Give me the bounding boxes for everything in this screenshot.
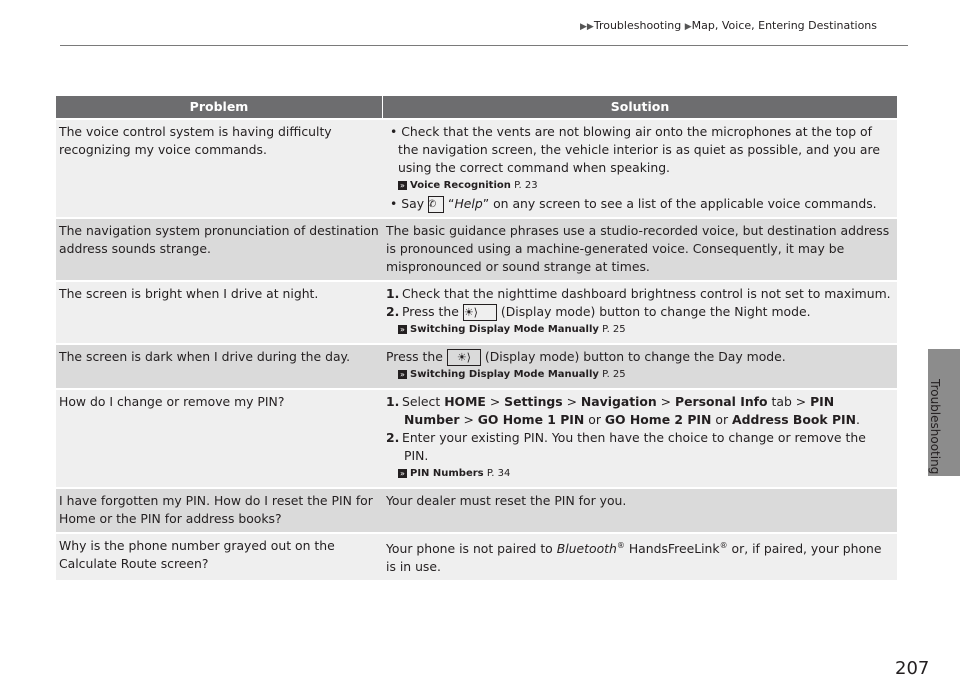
table-row bbox=[56, 118, 897, 217]
menu-home: HOME bbox=[444, 394, 486, 409]
problem-cell: The screen is dark when I drive during the day. bbox=[59, 349, 351, 364]
solution-text: (Display mode) button to change the Day mode. bbox=[484, 349, 786, 364]
solution-step: 1. Check that the nighttime dashboard brightness control is not set to maximum. bbox=[386, 286, 891, 301]
solution-cell bbox=[383, 120, 897, 217]
troubleshooting-table bbox=[56, 96, 897, 580]
reference-page: P. 25 bbox=[602, 324, 626, 335]
menu-settings: Settings bbox=[504, 394, 563, 409]
reference-arrow-icon: » bbox=[398, 325, 407, 334]
solution-step: 1. Select HOME > Settings > Navigation > Personal Info tab > PIN Number > GO Home 1 PIN or GO Home 2 PIN or Address Book PIN. bbox=[386, 394, 860, 427]
header-solution: Solution bbox=[610, 99, 670, 114]
solution-text: Your phone is not paired to bbox=[386, 541, 553, 557]
reference-link[interactable] bbox=[398, 465, 893, 483]
solution-text: Enter your existing PIN. You then have the choice to change or remove the PIN. bbox=[402, 430, 866, 463]
solution-step: 2. Enter your existing PIN. You then have the choice to change or remove the PIN. bbox=[386, 430, 866, 463]
solution-text: Press the bbox=[402, 304, 459, 319]
solution-text: Say bbox=[401, 196, 425, 211]
reference-title: Voice Recognition bbox=[410, 180, 511, 191]
solution-bullet: • Say ✆ “Help” on any screen to see a list of the applicable voice commands. bbox=[390, 196, 877, 211]
reference-page: P. 23 bbox=[514, 180, 538, 191]
solution-line bbox=[386, 348, 893, 366]
reference-link[interactable] bbox=[398, 321, 893, 339]
voice-command: Help bbox=[454, 196, 483, 211]
solution-cell: The basic guidance phrases use a studio-recorded voice, but destination address is pronounced using a machine-generated voice. Consequently, it may be mispronounced or sound strange at times. bbox=[386, 223, 890, 274]
talk-icon: ✆ bbox=[428, 196, 444, 213]
reference-arrow-icon: » bbox=[398, 370, 407, 379]
reference-title: Switching Display Mode Manually bbox=[410, 324, 599, 335]
table-row bbox=[56, 217, 897, 280]
problem-cell: The navigation system pronunciation of destination address sounds strange. bbox=[59, 223, 379, 256]
menu-pin-number: PIN Number bbox=[404, 394, 835, 427]
menu-personal-info: Personal Info bbox=[674, 394, 768, 409]
bluetooth-term: Bluetooth bbox=[556, 541, 617, 557]
table-row bbox=[56, 343, 897, 388]
reference-title: Switching Display Mode Manually bbox=[410, 369, 599, 380]
solution-text: HandsFreeLink bbox=[628, 541, 720, 557]
table-row bbox=[56, 487, 897, 532]
reference-page: P. 34 bbox=[486, 468, 511, 479]
solution-text: Check that the vents are not blowing air onto the microphones at the top of the navigation screen, the vehicle interior is as quiet as possible, and you are using the correct command when speaking. bbox=[398, 124, 880, 175]
breadcrumb-section: Troubleshooting bbox=[593, 19, 682, 32]
problem-cell: The voice control system is having difficulty recognizing my voice commands. bbox=[59, 124, 332, 157]
menu-go-home-1-pin: GO Home 1 PIN bbox=[477, 412, 585, 427]
menu-go-home-2-pin: GO Home 2 PIN bbox=[604, 412, 712, 427]
solution-text: Check that the nighttime dashboard brightness control is not set to maximum. bbox=[402, 286, 891, 301]
menu-address-book-pin: Address Book PIN bbox=[732, 412, 857, 427]
side-label-text: Troubleshooting bbox=[928, 379, 942, 475]
reference-link[interactable] bbox=[398, 177, 893, 195]
reference-arrow-icon: » bbox=[398, 181, 407, 190]
solution-text: on any screen to see a list of the applicable voice commands. bbox=[493, 196, 877, 211]
menu-navigation: Navigation bbox=[580, 394, 657, 409]
table-header bbox=[56, 96, 897, 118]
display-mode-icon: ☀⟩ bbox=[447, 349, 481, 366]
breadcrumb-page-title: Map, Voice, Entering Destinations bbox=[691, 19, 878, 32]
display-mode-icon: ☀⟩ bbox=[463, 304, 497, 321]
solution-step: 2. Press the ☀⟩ (Display mode) button to change the Night mode. bbox=[386, 304, 811, 319]
problem-cell: How do I change or remove my PIN? bbox=[59, 394, 285, 409]
page-number: 207 bbox=[895, 658, 930, 679]
solution-cell bbox=[383, 390, 897, 487]
reference-page: P. 25 bbox=[602, 369, 626, 380]
solution-text: Select bbox=[402, 394, 441, 409]
solution-text: or, if paired, your phone is in use. bbox=[386, 541, 882, 575]
header-divider bbox=[60, 45, 908, 46]
reference-arrow-icon: » bbox=[398, 469, 407, 478]
side-label bbox=[928, 379, 948, 489]
table-row bbox=[56, 280, 897, 343]
solution-text: or bbox=[588, 412, 601, 427]
solution-bullet: • Check that the vents are not blowing air onto the microphones at the top of the navigation screen, the vehicle interior is as quiet as possible, and you are using the correct command when speaking. bbox=[390, 124, 880, 175]
solution-cell bbox=[383, 282, 897, 343]
solution-cell: Your dealer must reset the PIN for you. bbox=[386, 493, 627, 508]
solution-text: tab bbox=[771, 394, 792, 409]
breadcrumb-arrow-icon: ▶▶ bbox=[580, 22, 594, 32]
breadcrumb-arrow-icon: ▶ bbox=[684, 22, 692, 32]
reference-title: PIN Numbers bbox=[410, 468, 484, 479]
solution-cell bbox=[383, 345, 897, 388]
solution-text: (Display mode) button to change the Night mode. bbox=[500, 304, 811, 319]
table-row bbox=[56, 388, 897, 487]
header-problem: Problem bbox=[56, 96, 383, 118]
reference-link[interactable] bbox=[398, 366, 893, 384]
problem-cell: The screen is bright when I drive at night. bbox=[59, 286, 319, 301]
problem-cell: I have forgotten my PIN. How do I reset the PIN for Home or the PIN for address books? bbox=[59, 493, 373, 526]
solution-text: or bbox=[715, 412, 729, 427]
table-row bbox=[56, 532, 897, 580]
solution-cell: Your phone is not paired to Bluetooth® HandsFreeLink® or, if paired, your phone is in use. bbox=[386, 541, 882, 575]
solution-text: Press the bbox=[386, 349, 443, 364]
problem-cell: Why is the phone number grayed out on the Calculate Route screen? bbox=[59, 538, 335, 571]
breadcrumb bbox=[580, 19, 877, 32]
